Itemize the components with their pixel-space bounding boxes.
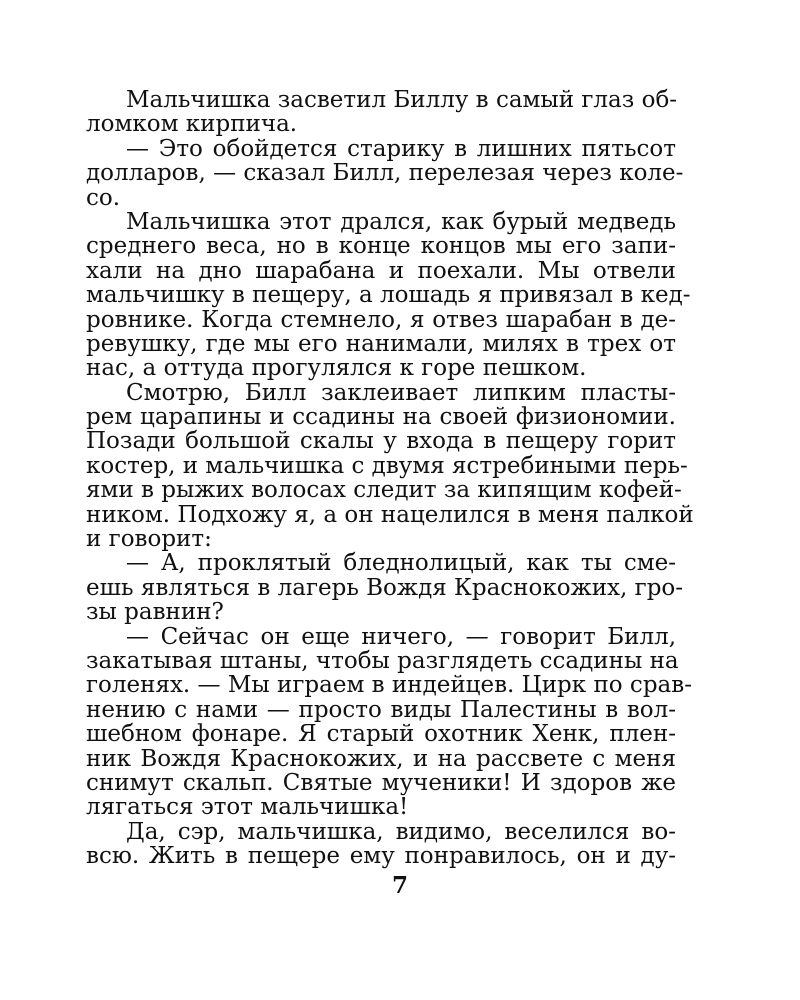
text-line: рем царапины и ссадины на своей физиономии. [86, 404, 676, 431]
page-body [86, 87, 694, 870]
text-line: и говорит: [86, 526, 212, 553]
text-line: со. [86, 184, 121, 211]
text-line: всю. Жить в пещере ему понравилось, он и ду- [86, 843, 676, 870]
text-line: Позади большой скалы у входа в пещеру горит [86, 428, 676, 455]
paragraph-7 [86, 820, 676, 869]
text-line: среднего веса, но в конце концов мы его запи- [86, 233, 676, 260]
text-line: долларов, — сказал Билл, перелезая через коле- [86, 160, 684, 187]
text-line: хали на дно шарабана и поехали. Мы отвели [86, 257, 676, 284]
text-line: костер, и мальчишка с двумя ястребиными перь- [86, 452, 688, 479]
text-line: ником. Подхожу я, а он нацелился в меня палкой [86, 501, 694, 528]
text-line: Мальчишка засветил Биллу в самый глаз об- [126, 87, 678, 113]
paragraph-3 [86, 208, 691, 382]
text-line: Мальчишка этот дрался, как бурый медведь [126, 208, 676, 235]
paragraph-6 [86, 623, 692, 821]
paragraph-1 [86, 88, 676, 137]
text-line: ешь являться в лагерь Вождя Краснокожих, гро- [86, 574, 684, 601]
text-line: голенях. — Мы играем в индейцев. Цирк по срав- [86, 672, 692, 699]
text-line: Да, сэр, мальчишка, видимо, веселился во- [126, 818, 676, 845]
text-line: ревушку, где мы его нанимали, милях в трех от [86, 330, 676, 357]
text-line: Смотрю, Билл заклеивает липким пласты- [126, 379, 676, 406]
text-line: зы равнин? [86, 599, 224, 626]
text-line: — Сейчас он еще ничего, — говорит Билл, [126, 623, 676, 650]
text-line: шебном фонаре. Я старый охотник Хенк, плен- [86, 721, 676, 748]
text-line: нению с нами — просто виды Палестины в вол- [86, 696, 676, 723]
paragraph-5 [86, 550, 684, 626]
page-number: 7 [391, 872, 408, 899]
text-line: мальчишку в пещеру, а лошадь я привязал в кед- [86, 282, 691, 309]
text-line: лягаться этот мальчишка! [86, 794, 409, 821]
text-line: закатывая штаны, чтобы разглядеть ссадины на [86, 647, 679, 674]
paragraph-4 [86, 379, 694, 553]
text-line: снимут скальп. Святые мученики! И здоров же [86, 769, 676, 796]
text-line: ник Вождя Краснокожих, и на рассвете с меня [86, 745, 676, 772]
text-line: — А, проклятый бледнолицый, как ты сме- [126, 550, 676, 577]
text-line: — Это обойдется старику в лишних пятьсот [126, 135, 676, 162]
text-line: ями в рыжих волосах следит за кипящим кофей- [86, 477, 682, 504]
paragraph-2 [86, 135, 684, 211]
text-line: ровнике. Когда стемнело, я отвез шарабан в де- [86, 306, 676, 333]
text-line: ломком кирпича. [86, 111, 298, 138]
text-line: нас, а оттуда прогулялся к горе пешком. [86, 355, 587, 382]
